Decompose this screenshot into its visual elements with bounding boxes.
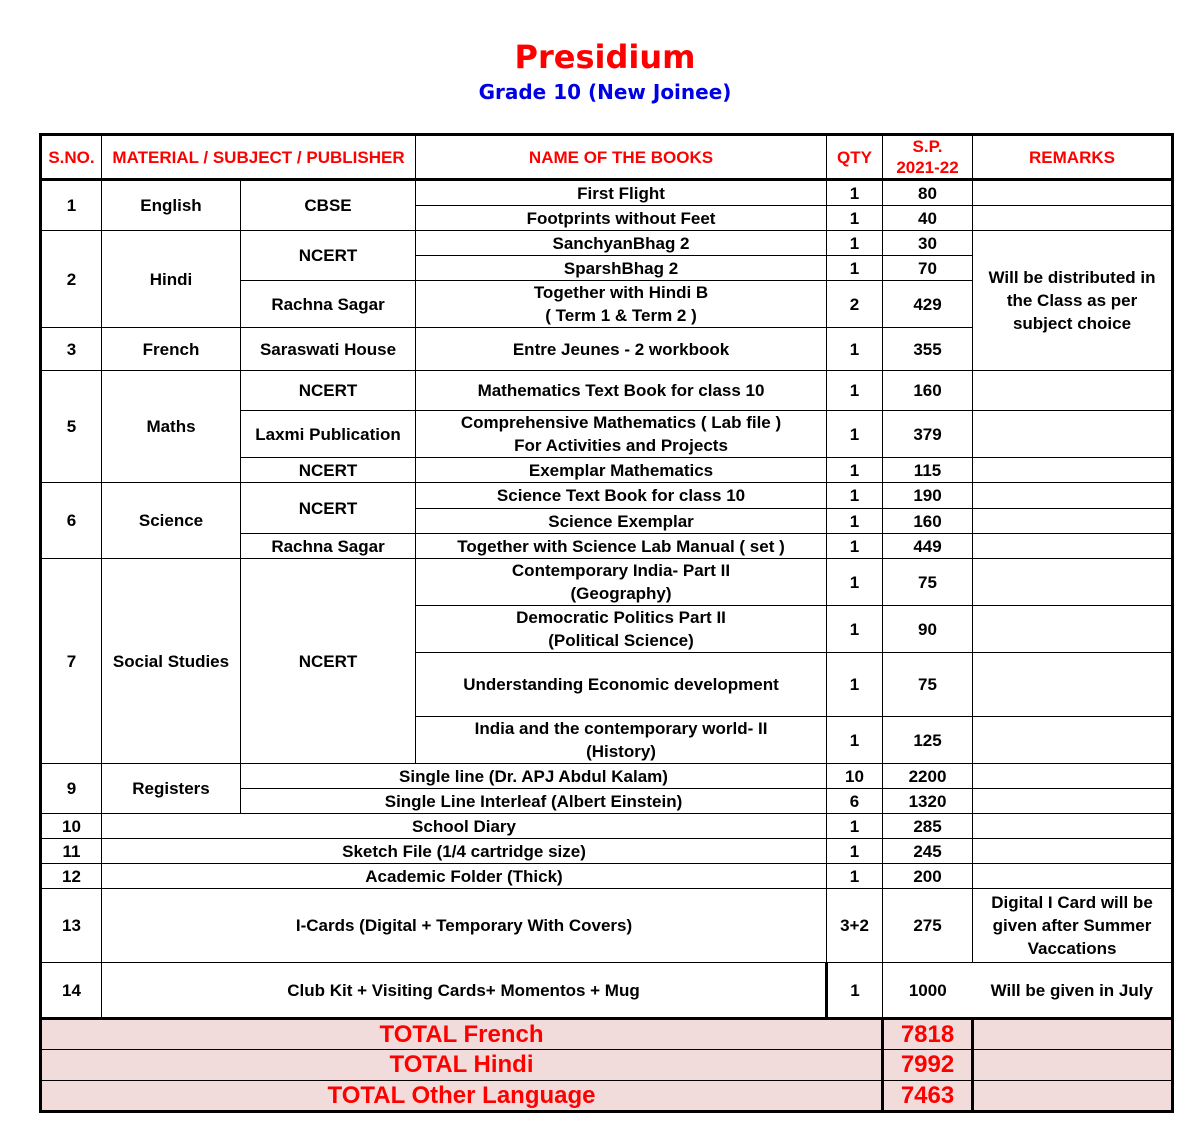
- remarks-line: subject choice: [1012, 314, 1132, 333]
- col-header-sp-year: 2021-22: [896, 158, 959, 177]
- sp-cell: 80: [883, 180, 973, 206]
- remarks-cell: [973, 839, 1173, 864]
- book-name-line: For Activities and Projects: [514, 436, 728, 455]
- remarks-cell: [973, 180, 1173, 206]
- qty-cell: 1: [827, 509, 883, 534]
- sp-cell: 30: [883, 231, 973, 256]
- remarks-cell: [973, 653, 1173, 717]
- total-row: [41, 1081, 1173, 1112]
- sno-cell: 12: [41, 864, 102, 889]
- book-name-cell: SparshBhag 2: [416, 256, 827, 281]
- total-value: 7818: [883, 1019, 973, 1050]
- table-row: [41, 483, 1173, 509]
- remarks-cell: [973, 458, 1173, 483]
- col-header-sno: S.NO.: [41, 135, 102, 180]
- book-name-cell: [416, 559, 827, 606]
- remarks-line: the Class as per: [1006, 291, 1138, 310]
- total-remarks-cell: [973, 1019, 1173, 1050]
- sp-cell: 429: [883, 281, 973, 328]
- remarks-cell: [973, 411, 1173, 458]
- sp-cell: 379: [883, 411, 973, 458]
- remarks-line: Will be distributed in: [988, 268, 1156, 287]
- sp-cell: 40: [883, 206, 973, 231]
- table-row: [41, 814, 1173, 839]
- sp-cell: 70: [883, 256, 973, 281]
- book-name-cell: SanchyanBhag 2: [416, 231, 827, 256]
- table-row: [41, 889, 1173, 963]
- book-name-cell: [416, 281, 827, 328]
- page-subtitle: Grade 10 (New Joinee): [478, 80, 732, 104]
- sno-cell: 7: [41, 559, 102, 764]
- book-name-cell: Together with Science Lab Manual ( set ): [416, 534, 827, 559]
- book-name-cell: Single Line Interleaf (Albert Einstein): [241, 789, 827, 814]
- sno-cell: 3: [41, 328, 102, 371]
- sno-cell: 10: [41, 814, 102, 839]
- sp-cell: 355: [883, 328, 973, 371]
- remarks-cell: [973, 606, 1173, 653]
- qty-cell: 1: [827, 534, 883, 559]
- sno-cell: 11: [41, 839, 102, 864]
- book-name-cell: [416, 717, 827, 764]
- publisher-cell: NCERT: [241, 458, 416, 483]
- remarks-cell: [973, 789, 1173, 814]
- remarks-cell: [973, 814, 1173, 839]
- publisher-cell: Saraswati House: [241, 328, 416, 371]
- qty-cell: 1: [827, 328, 883, 371]
- qty-cell: 1: [827, 458, 883, 483]
- item-name-cell: School Diary: [102, 814, 827, 839]
- item-name-cell: Academic Folder (Thick): [102, 864, 827, 889]
- table-row: [41, 839, 1173, 864]
- remarks-cell: [973, 764, 1173, 789]
- remarks-cell: [973, 717, 1173, 764]
- item-name-cell: Sketch File (1/4 cartridge size): [102, 839, 827, 864]
- col-header-sp-label: S.P.: [912, 137, 943, 156]
- book-name-line: Democratic Politics Part II: [516, 608, 726, 627]
- book-name-line: (Political Science): [548, 631, 694, 650]
- publisher-cell: NCERT: [241, 483, 416, 534]
- sno-cell: 5: [41, 371, 102, 483]
- col-header-material: MATERIAL / SUBJECT / PUBLISHER: [102, 135, 416, 180]
- qty-cell: 3+2: [827, 889, 883, 963]
- publisher-cell: NCERT: [241, 371, 416, 411]
- qty-cell: 1: [827, 180, 883, 206]
- subject-cell: Maths: [102, 371, 241, 483]
- qty-cell: 1: [827, 559, 883, 606]
- qty-cell: 1: [827, 717, 883, 764]
- item-name-cell: Club Kit + Visiting Cards+ Momentos + Mug: [102, 963, 827, 1019]
- remarks-cell: Will be given in July: [973, 963, 1173, 1019]
- sp-cell: 245: [883, 839, 973, 864]
- sp-cell: 190: [883, 483, 973, 509]
- qty-cell: 1: [827, 231, 883, 256]
- book-name-cell: [416, 411, 827, 458]
- remarks-cell: [973, 206, 1173, 231]
- sno-cell: 2: [41, 231, 102, 328]
- sp-cell: 449: [883, 534, 973, 559]
- total-remarks-cell: [973, 1050, 1173, 1081]
- qty-cell: 2: [827, 281, 883, 328]
- col-header-sp: [883, 135, 973, 180]
- publisher-cell: Rachna Sagar: [241, 534, 416, 559]
- book-name-cell: Science Text Book for class 10: [416, 483, 827, 509]
- table-row: [41, 559, 1173, 606]
- item-name-cell: I-Cards (Digital + Temporary With Covers): [102, 889, 827, 963]
- total-label: TOTAL Other Language: [41, 1081, 883, 1112]
- sno-cell: 13: [41, 889, 102, 963]
- total-value: 7463: [883, 1081, 973, 1112]
- sno-cell: 1: [41, 180, 102, 231]
- book-name-line: India and the contemporary world- II: [474, 719, 768, 738]
- book-name-line: ( Term 1 & Term 2 ): [545, 306, 697, 325]
- remarks-line: Vaccations: [1027, 939, 1117, 958]
- book-name-line: Together with Hindi B: [533, 283, 709, 302]
- qty-cell: 6: [827, 789, 883, 814]
- remarks-cell: [973, 231, 1173, 371]
- remarks-cell: [973, 371, 1173, 411]
- remarks-cell: [973, 534, 1173, 559]
- book-name-line: Comprehensive Mathematics ( Lab file ): [460, 413, 782, 432]
- book-name-cell: Single line (Dr. APJ Abdul Kalam): [241, 764, 827, 789]
- table-row: [41, 963, 1173, 1019]
- sno-cell: 9: [41, 764, 102, 814]
- subject-cell: Registers: [102, 764, 241, 814]
- total-value: 7992: [883, 1050, 973, 1081]
- total-row: [41, 1050, 1173, 1081]
- total-row: [41, 1019, 1173, 1050]
- col-header-qty: QTY: [827, 135, 883, 180]
- book-name-cell: Science Exemplar: [416, 509, 827, 534]
- book-name-cell: Understanding Economic development: [416, 653, 827, 717]
- page-title: Presidium: [514, 38, 696, 76]
- qty-cell: 1: [827, 411, 883, 458]
- qty-cell: 1: [827, 839, 883, 864]
- qty-cell: 1: [827, 864, 883, 889]
- table-row: [41, 371, 1173, 411]
- qty-cell: 1: [827, 206, 883, 231]
- sno-cell: 6: [41, 483, 102, 559]
- book-name-cell: First Flight: [416, 180, 827, 206]
- sp-cell: 75: [883, 653, 973, 717]
- publisher-cell: NCERT: [241, 231, 416, 281]
- header-row: [41, 135, 1173, 180]
- book-name-cell: Entre Jeunes - 2 workbook: [416, 328, 827, 371]
- remarks-cell: [973, 509, 1173, 534]
- remarks-cell: [973, 559, 1173, 606]
- publisher-cell: Rachna Sagar: [241, 281, 416, 328]
- table-row: [41, 764, 1173, 789]
- qty-cell: 1: [827, 653, 883, 717]
- table-row: [41, 864, 1173, 889]
- qty-cell: 1: [827, 483, 883, 509]
- sp-cell: 2200: [883, 764, 973, 789]
- publisher-cell: CBSE: [241, 180, 416, 231]
- book-name-cell: Exemplar Mathematics: [416, 458, 827, 483]
- sp-cell: 160: [883, 509, 973, 534]
- book-list-table: [39, 133, 1174, 1113]
- sp-cell: 115: [883, 458, 973, 483]
- table-row: [41, 180, 1173, 206]
- qty-cell: 1: [827, 371, 883, 411]
- qty-cell: 1: [827, 963, 883, 1019]
- book-name-cell: [416, 606, 827, 653]
- publisher-cell: Laxmi Publication: [241, 411, 416, 458]
- qty-cell: 10: [827, 764, 883, 789]
- remarks-line: given after Summer: [992, 916, 1152, 935]
- remarks-cell: [973, 483, 1173, 509]
- sp-cell: 1000: [883, 963, 973, 1019]
- remarks-line: Digital I Card will be: [991, 893, 1153, 912]
- book-name-cell: Mathematics Text Book for class 10: [416, 371, 827, 411]
- sp-cell: 75: [883, 559, 973, 606]
- remarks-cell: [973, 889, 1173, 963]
- subject-cell: French: [102, 328, 241, 371]
- col-header-remarks: REMARKS: [973, 135, 1173, 180]
- col-header-books: NAME OF THE BOOKS: [416, 135, 827, 180]
- total-label: TOTAL French: [41, 1019, 883, 1050]
- sp-cell: 160: [883, 371, 973, 411]
- book-name-line: (History): [586, 742, 656, 761]
- subject-cell: English: [102, 180, 241, 231]
- book-name-line: (Geography): [570, 584, 672, 603]
- sp-cell: 275: [883, 889, 973, 963]
- sp-cell: 90: [883, 606, 973, 653]
- subject-cell: Social Studies: [102, 559, 241, 764]
- sp-cell: 1320: [883, 789, 973, 814]
- sp-cell: 285: [883, 814, 973, 839]
- book-name-line: Contemporary India- Part II: [511, 561, 731, 580]
- sp-cell: 125: [883, 717, 973, 764]
- total-remarks-cell: [973, 1081, 1173, 1112]
- sno-cell: 14: [41, 963, 102, 1019]
- qty-cell: 1: [827, 814, 883, 839]
- table-row: [41, 231, 1173, 256]
- subject-cell: Hindi: [102, 231, 241, 328]
- subject-cell: Science: [102, 483, 241, 559]
- total-label: TOTAL Hindi: [41, 1050, 883, 1081]
- book-name-cell: Footprints without Feet: [416, 206, 827, 231]
- sp-cell: 200: [883, 864, 973, 889]
- remarks-cell: [973, 864, 1173, 889]
- qty-cell: 1: [827, 256, 883, 281]
- qty-cell: 1: [827, 606, 883, 653]
- publisher-cell: NCERT: [241, 559, 416, 764]
